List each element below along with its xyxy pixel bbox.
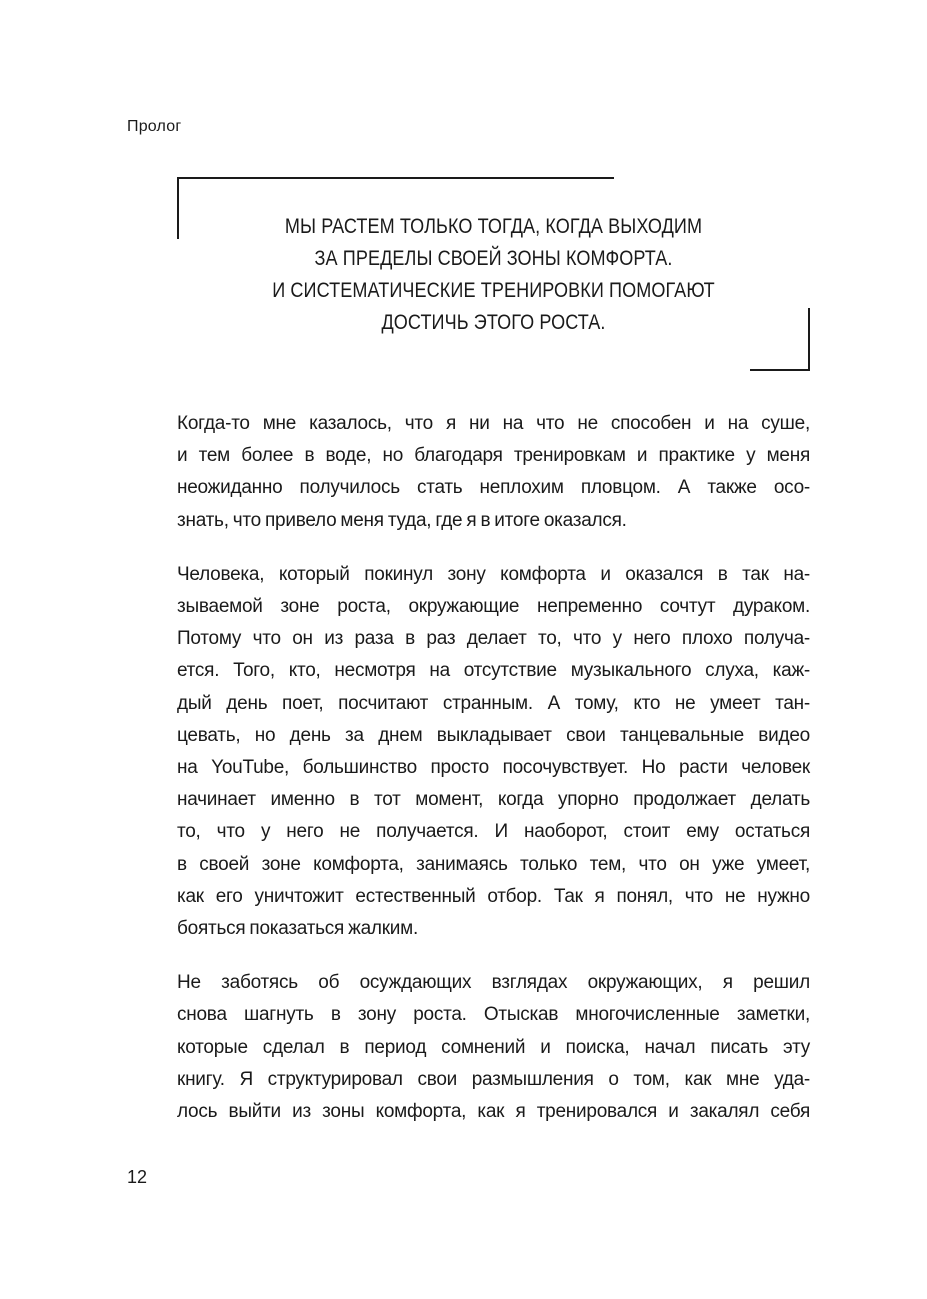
pull-quote-right-rule bbox=[808, 308, 810, 371]
text-line: неожиданно получилось стать неплохим пловцом. А также осо- bbox=[177, 477, 810, 499]
text-line: то, что у него не получается. И наоборот, стоит ему остаться bbox=[177, 821, 810, 843]
text-line: и тем более в воде, но благодаря тренировкам и практике у меня bbox=[177, 445, 810, 467]
body-text bbox=[177, 408, 810, 1150]
text-line: на YouTube, большинство просто посочувствует. Но расти человек bbox=[177, 757, 810, 779]
text-line: лось выйти из зоны комфорта, как я тренировался и закалял себя bbox=[177, 1101, 810, 1123]
text-line: Не заботясь об осуждающих взглядах окружающих, я решил bbox=[177, 972, 810, 994]
pull-quote-top-rule bbox=[177, 177, 614, 179]
pull-quote-line: МЫ РАСТЕМ ТОЛЬКО ТОГДА, КОГДА ВЫХОДИМ bbox=[284, 215, 703, 238]
running-head: Пролог bbox=[127, 118, 182, 135]
pull-quote-line: И СИСТЕМАТИЧЕСКИЕ ТРЕНИРОВКИ ПОМОГАЮТ bbox=[272, 279, 715, 302]
text-line: знать, что привело меня туда, где я в итоге оказался. bbox=[177, 509, 627, 531]
text-line: книгу. Я структурировал свои размышления о том, как мне уда- bbox=[177, 1068, 810, 1090]
text-line: ется. Того, кто, несмотря на отсутствие музыкального слуха, каж- bbox=[177, 660, 810, 682]
text-line: как его уничтожит естественный отбор. Так я понял, что не нужно bbox=[177, 885, 810, 907]
pull-quote-line: ЗА ПРЕДЕЛЫ СВОЕЙ ЗОНЫ КОМФОРТА. bbox=[314, 247, 673, 270]
text-line: снова шагнуть в зону роста. Отыскав многочисленные заметки, bbox=[177, 1004, 810, 1026]
paragraph-2 bbox=[177, 559, 810, 945]
text-line: зываемой зоне роста, окружающие непременно сочтут дураком. bbox=[177, 596, 810, 618]
pull-quote-left-rule bbox=[177, 177, 179, 239]
pull-quote bbox=[177, 177, 810, 371]
text-line: начинает именно в тот момент, когда упорно продолжает делать bbox=[177, 789, 810, 811]
text-line: Когда-то мне казалось, что я ни на что не способен и на суше, bbox=[177, 413, 810, 434]
text-line: дый день поет, посчитают странным. А тому, кто не умеет тан- bbox=[177, 692, 810, 714]
text-line: которые сделал в период сомнений и поиска, начал писать эту bbox=[177, 1036, 810, 1058]
pull-quote-line: ДОСТИЧЬ ЭТОГО РОСТА. bbox=[381, 311, 606, 334]
pull-quote-bottom-rule bbox=[750, 369, 810, 371]
text-line: бояться показаться жалким. bbox=[177, 918, 419, 940]
text-line: цевать, но день за днем выкладывает свои танцевальные видео bbox=[177, 724, 810, 746]
paragraph-1 bbox=[177, 408, 810, 537]
paragraph-3 bbox=[177, 967, 810, 1128]
text-line: в своей зоне комфорта, занимаясь только тем, что он уже умеет, bbox=[177, 853, 810, 875]
page-number: 12 bbox=[127, 1167, 148, 1187]
text-line: Потому что он из раза в раз делает то, что у него плохо получа- bbox=[177, 628, 810, 650]
text-line: Человека, который покинул зону комфорта и оказался в так на- bbox=[177, 563, 810, 585]
pull-quote-text bbox=[221, 211, 765, 339]
